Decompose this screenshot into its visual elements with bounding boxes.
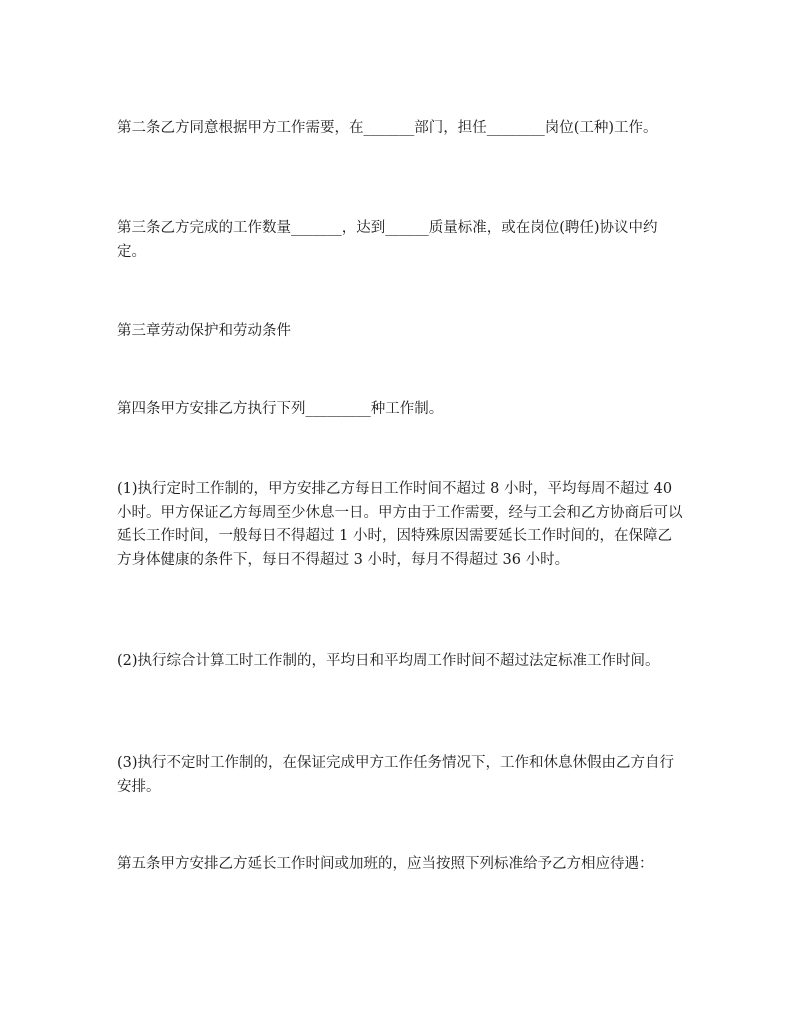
article-4-paragraph: 第四条甲方安排乙方执行下列_________种工作制。 <box>117 401 444 417</box>
article-4-item-3-paragraph: (3)执行不定时工作制的，在保证完成甲方工作任务情况下，工作和休息休假由乙方自行安排。 <box>117 755 675 795</box>
chapter-3-heading: 第三章劳动保护和劳动条件 <box>117 323 291 339</box>
article-5-paragraph: 第五条甲方安排乙方延长工作时间或加班的，应当按照下列标准给予乙方相应待遇： <box>117 856 654 872</box>
article-4-item-1-paragraph: (1)执行定时工作制的，甲方安排乙方每日工作时间不超过 8 小时，平均每周不超过 40 小时。甲方保证乙方每周至少休息一日。甲方由于工作需要，经与工会和乙方协商后可以延长工作时间，一般每日不得超过 1 小时，因特殊原因需要延长工作时间的，在保障乙方身体健康的条件下，每日不得超过 3 小时，每月不得超过 36 小时。 <box>117 481 683 568</box>
article-4-item-2-paragraph: (2)执行综合计算工时工作制的，平均日和平均周工作时间不超过法定标准工作时间。 <box>117 653 660 669</box>
article-2-paragraph: 第二条乙方同意根据甲方工作需要，在_______部门，担任________岗位(工种)工作。 <box>117 120 658 136</box>
article-3-paragraph: 第三条乙方完成的工作数量_______，达到______质量标准，或在岗位(聘任)协议中约定。 <box>117 220 658 260</box>
